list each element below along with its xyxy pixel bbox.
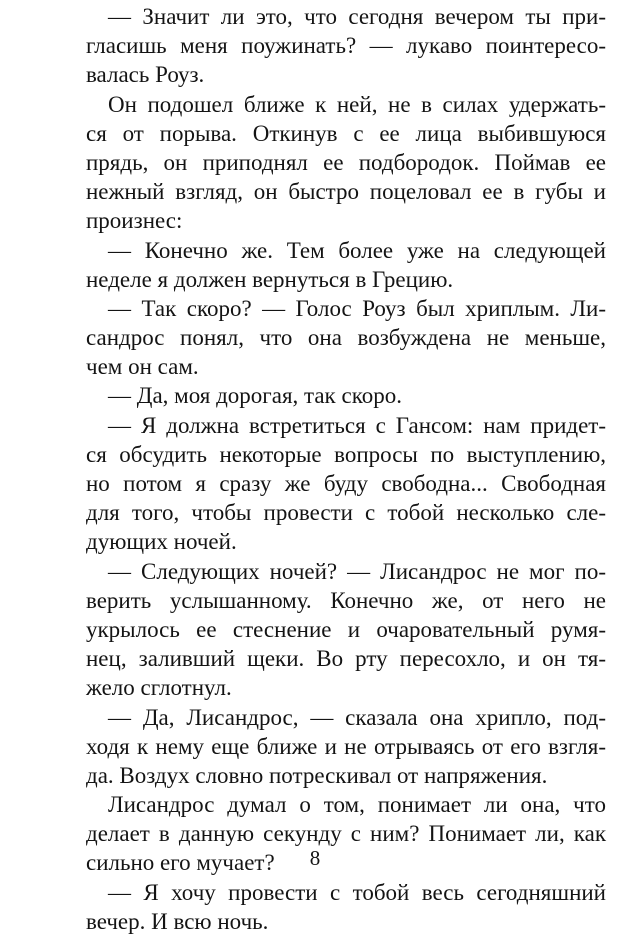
text-line: — Значит ли это, что сегодня вечером ты при- [108, 4, 606, 29]
text-line: неделе я должен вернуться в Грецию. [86, 266, 454, 292]
text-line: нежный взгляд, он быстро поцеловал ее в губы и [86, 179, 606, 205]
page-number: 8 [309, 846, 321, 870]
paragraph [86, 878, 606, 936]
text-line: чем он сам. [86, 354, 199, 380]
paragraph [86, 294, 606, 382]
text-line: Лисандрос думал о том, понимает ли она, что [108, 792, 606, 818]
text-line: да. Воздух словно потрескивал от напряжения. [86, 762, 548, 788]
text-line: нец, заливший щеки. Во рту пересохло, и он тя- [86, 646, 606, 672]
text-line: произнес: [86, 208, 183, 234]
text-line: сильно его мучает? [86, 850, 275, 876]
page-body-text [86, 2, 606, 936]
paragraph [86, 381, 606, 410]
text-line: сандрос понял, что она возбуждена не меньше, [86, 325, 606, 351]
paragraph [86, 2, 606, 90]
text-line: — Да, Лисандрос, — сказала она хрипло, под- [108, 704, 606, 730]
paragraph [86, 236, 606, 294]
text-line: прядь, он приподнял ее подбородок. Поймав ее [86, 149, 606, 175]
text-line: — Конечно же. Тем более уже на следующей [108, 237, 606, 263]
text-line: — Я хочу провести с тобой весь сегодняшний [108, 879, 606, 905]
paragraph [86, 557, 606, 703]
text-line: дующих ночей. [86, 529, 237, 555]
text-line: для того, чтобы провести с тобой несколько сле- [86, 500, 606, 526]
paragraph [86, 703, 606, 791]
text-line: — Так скоро? — Голос Роуз был хриплым. Ли- [108, 295, 606, 321]
text-line: — Да, моя дорогая, так скоро. [108, 383, 402, 409]
paragraph [86, 90, 606, 236]
text-line: укрылось ее стеснение и очаровательный румя- [86, 616, 606, 642]
text-line: верить услышанному. Конечно же, от него не [86, 587, 606, 613]
text-line: — Я должна встретиться с Гансом: нам придет- [108, 412, 606, 438]
text-line: гласишь меня поужинать? — лукаво поинтересо- [86, 33, 606, 59]
text-line: ходя к нему еще ближе и не отрываясь от его взгля- [86, 733, 606, 759]
text-line: жело сглотнул. [86, 675, 232, 701]
text-line: ся от порыва. Откинув с ее лица выбившуюся [86, 120, 606, 146]
text-line: делает в данную секунду с ним? Понимает ли, как [86, 821, 606, 847]
text-line: но потом я сразу же буду свободна... Свободная [86, 471, 606, 496]
text-line: валась Роуз. [86, 62, 205, 88]
paragraph [86, 411, 606, 557]
text-line: Он подошел ближе к ней, не в силах удержать- [108, 91, 606, 117]
text-line: — Следующих ночей? — Лисандрос не мог по- [108, 558, 606, 584]
text-line: вечер. И всю ночь. [86, 908, 269, 934]
text-line: ся обсудить некоторые вопросы по выступлению, [86, 441, 606, 467]
